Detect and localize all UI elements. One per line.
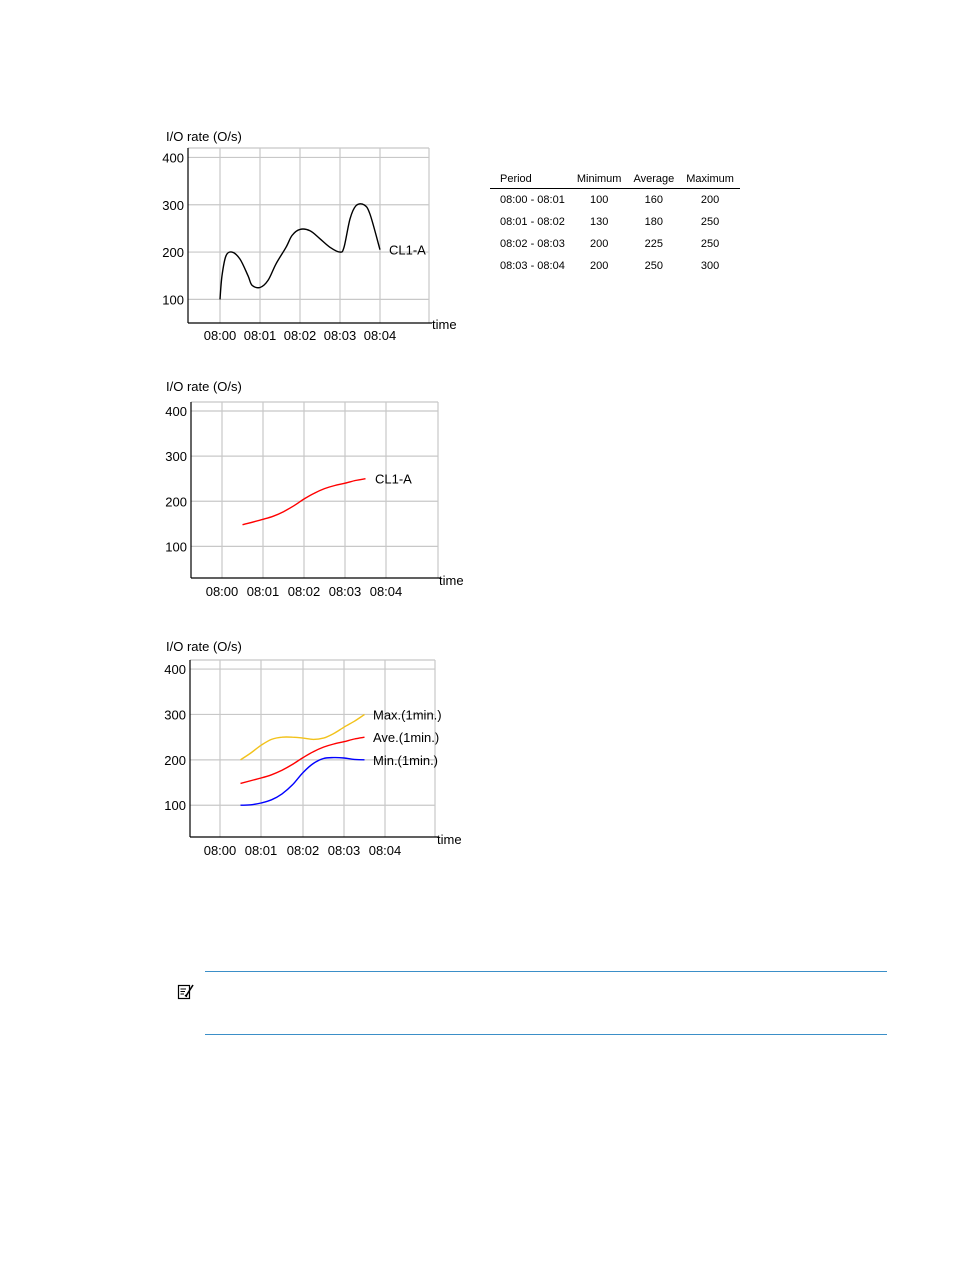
table-cell: 225 — [644, 238, 664, 250]
table-header-row — [490, 171, 740, 189]
column-header-maximum: Maximum — [680, 171, 740, 189]
x-axis-label: time — [432, 317, 457, 332]
table-cell: 08:01 - 08:02 — [500, 216, 565, 228]
chart-3 — [0, 630, 954, 870]
table-cell: 180 — [644, 216, 664, 228]
series-label: Min.(1min.) — [373, 752, 439, 768]
table-cell: 100 — [589, 194, 609, 206]
y-tick-label: 100 — [162, 292, 184, 308]
table-row — [490, 255, 740, 277]
series-label: CL1-A — [375, 471, 412, 487]
x-tick-label: 08:01 — [243, 328, 277, 343]
io-rate-statistics-table — [490, 171, 740, 277]
table-cell: 08:03 - 08:04 — [500, 260, 565, 272]
y-tick-label: 100 — [165, 539, 187, 555]
x-axis-label: time — [439, 573, 464, 588]
series-label: CL1-A — [389, 242, 426, 258]
x-tick-label: 08:01 — [244, 843, 278, 858]
table-row — [490, 189, 740, 212]
y-tick-label: 200 — [165, 494, 187, 510]
y-tick-label: 100 — [164, 798, 186, 814]
note-icon — [177, 983, 195, 1001]
series-label: Max.(1min.) — [373, 707, 442, 723]
table-cell: 08:00 - 08:01 — [500, 194, 565, 206]
table-cell: 08:02 - 08:03 — [500, 238, 565, 250]
column-header-average: Average — [627, 171, 680, 189]
y-axis-label: I/O rate (O/s) — [166, 639, 242, 654]
x-tick-label: 08:04 — [368, 843, 402, 858]
x-tick-label: 08:02 — [287, 584, 321, 599]
x-tick-label: 08:00 — [203, 328, 237, 343]
x-tick-label: 08:04 — [363, 328, 397, 343]
x-tick-label: 08:04 — [369, 584, 403, 599]
y-tick-label: 300 — [162, 197, 184, 213]
chart-1 — [0, 0, 954, 380]
chart-2 — [0, 370, 954, 650]
y-axis-label: I/O rate (O/s) — [166, 379, 242, 394]
y-tick-label: 400 — [164, 662, 186, 678]
y-tick-label: 200 — [162, 245, 184, 261]
table-row — [490, 211, 740, 233]
y-tick-label: 200 — [164, 752, 186, 768]
x-tick-label: 08:02 — [286, 843, 320, 858]
column-header-minimum: Minimum — [571, 171, 628, 189]
x-tick-label: 08:01 — [246, 584, 280, 599]
table-cell: 200 — [700, 194, 720, 206]
note-bottom-rule — [205, 1034, 887, 1035]
note-top-rule — [205, 971, 887, 972]
y-axis-label: I/O rate (O/s) — [166, 129, 242, 144]
y-tick-label: 300 — [164, 707, 186, 723]
table-cell: 130 — [589, 216, 609, 228]
table-cell: 300 — [700, 260, 720, 272]
x-axis-label: time — [437, 832, 462, 847]
table-cell: 200 — [589, 238, 609, 250]
x-tick-label: 08:03 — [323, 328, 357, 343]
x-tick-label: 08:02 — [283, 328, 317, 343]
table-cell: 250 — [700, 216, 720, 228]
y-tick-label: 400 — [162, 150, 184, 166]
y-tick-label: 400 — [165, 404, 187, 420]
x-tick-label: 08:00 — [205, 584, 239, 599]
table-cell: 160 — [644, 194, 664, 206]
table-cell: 250 — [700, 238, 720, 250]
series-label: Ave.(1min.) — [373, 730, 440, 746]
y-tick-label: 300 — [165, 449, 187, 465]
table-cell: 250 — [644, 260, 664, 272]
x-tick-label: 08:03 — [328, 584, 362, 599]
x-tick-label: 08:00 — [203, 843, 237, 858]
table-cell: 200 — [589, 260, 609, 272]
column-header-period: Period — [490, 171, 571, 189]
table-row — [490, 233, 740, 255]
x-tick-label: 08:03 — [327, 843, 361, 858]
